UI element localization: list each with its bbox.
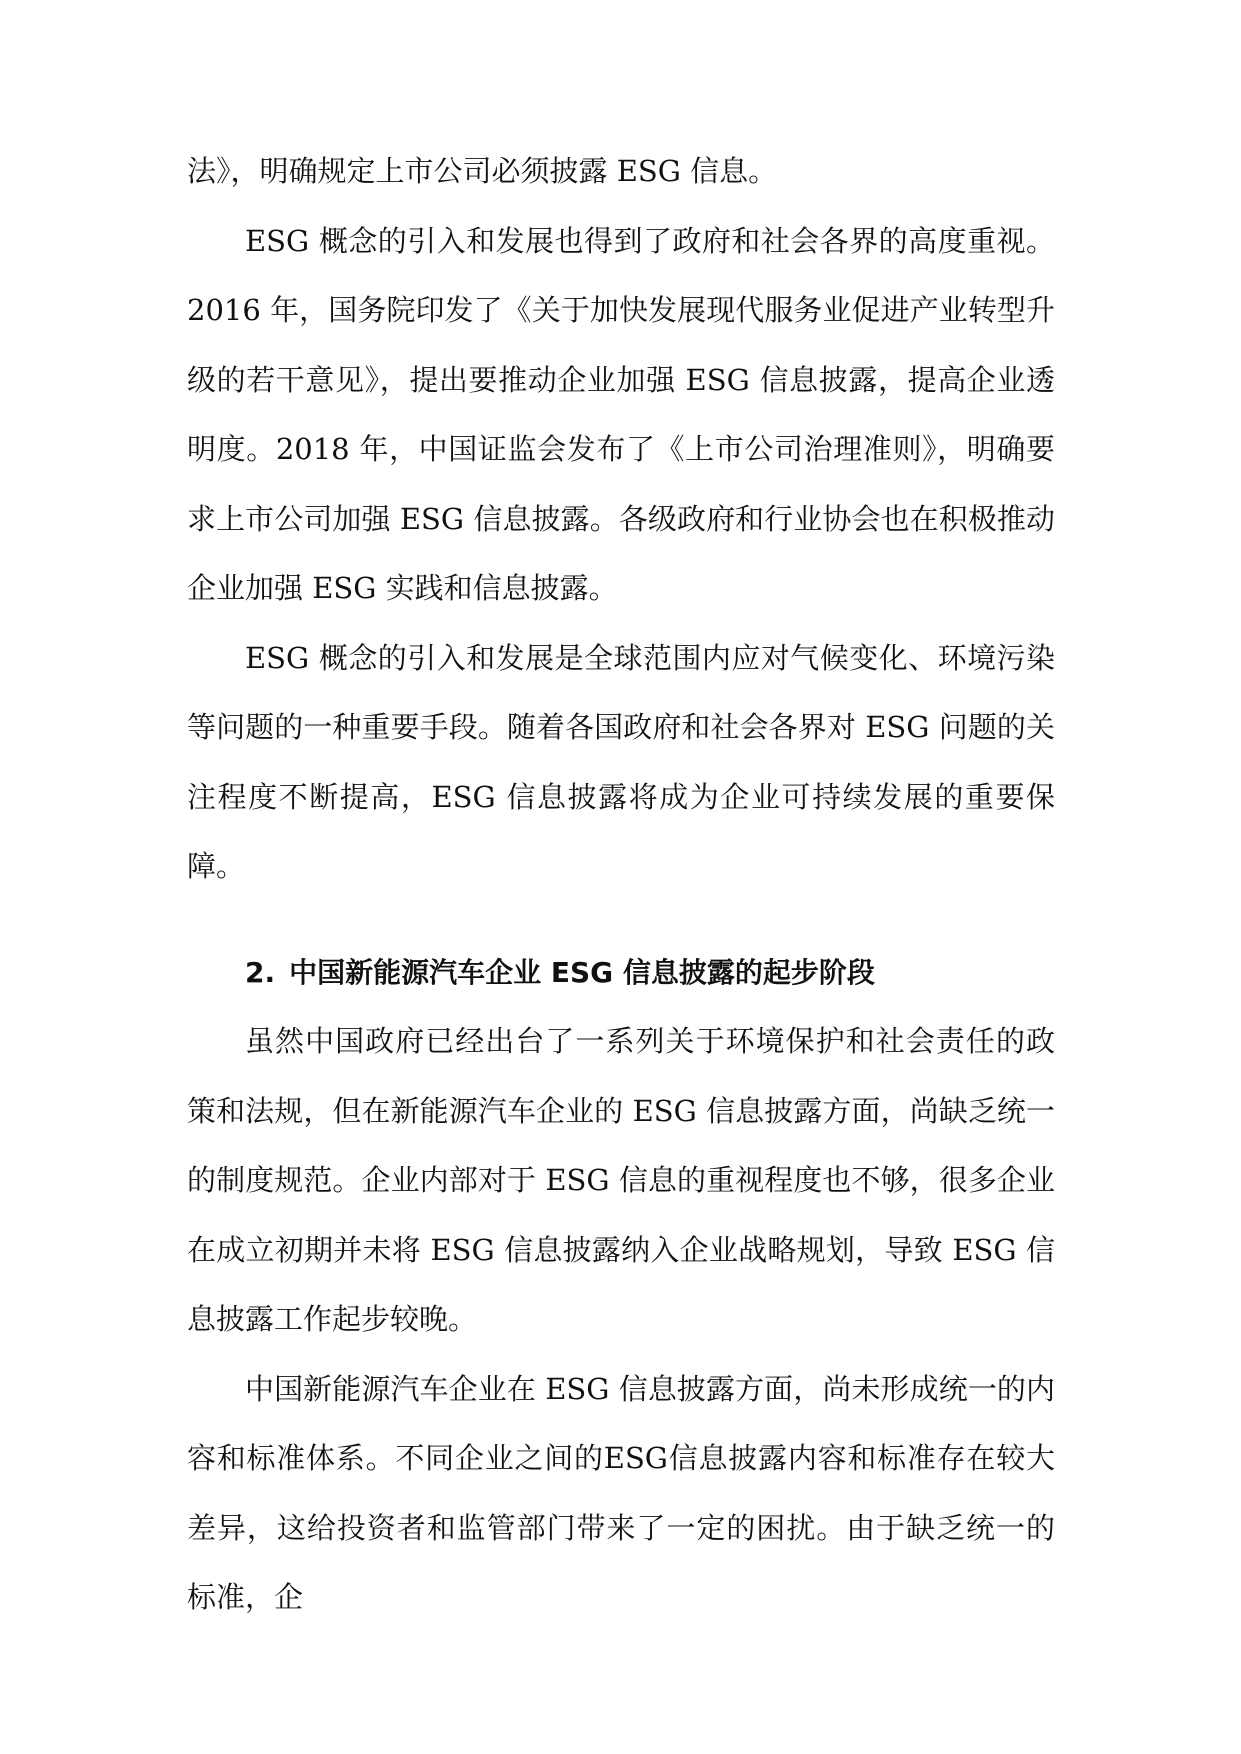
- document-body: [187, 137, 1055, 1633]
- paragraph-standards-gap: 中国新能源汽车企业在 ESG 信息披露方面，尚未形成统一的内容和标准体系。不同企业之间的ESG信息披露内容和标准存在较大差异，这给投资者和监管部门带来了一定的困扰。由于缺乏统一的标准，企: [187, 1371, 1055, 1614]
- paragraph-policy-gap: 虽然中国政府已经出台了一系列关于环境保护和社会责任的政策和法规，但在新能源汽车企业的 ESG 信息披露方面，尚缺乏统一的制度规范。企业内部对于 ESG 信息的重视程度也不够，很多企业在成立初期并未将 ESG 信息披露纳入企业战略规划，导致 ESG 信息披露工作起步较晚。: [187, 1024, 1055, 1336]
- paragraph-esg-importance: ESG 概念的引入和发展是全球范围内应对气候变化、环境污染等问题的一种重要手段。随着各国政府和社会各界对 ESG 问题的关注程度不断提高，ESG 信息披露将成为企业可持续发展的重要保障。: [187, 640, 1055, 883]
- paragraph-continuation: 法》，明确规定上市公司必须披露 ESG 信息。: [187, 154, 778, 188]
- section-heading: [187, 938, 1055, 1008]
- section-title-text: 中国新能源汽车企业 ESG 信息披露的起步阶段: [289, 955, 875, 989]
- section-number: 2.: [245, 955, 276, 989]
- paragraph-government-attention: ESG 概念的引入和发展也得到了政府和社会各界的高度重视。2016 年，国务院印发了《关于加快发展现代服务业促进产业转型升级的若干意见》，提出要推动企业加强 ESG 信息披露，提高企业透明度。2018 年，中国证监会发布了《上市公司治理准则》，明确要求上市公司加强 ESG 信息披露。各级政府和行业协会也在积极推动企业加强 ESG 实践和信息披露。: [187, 223, 1055, 605]
